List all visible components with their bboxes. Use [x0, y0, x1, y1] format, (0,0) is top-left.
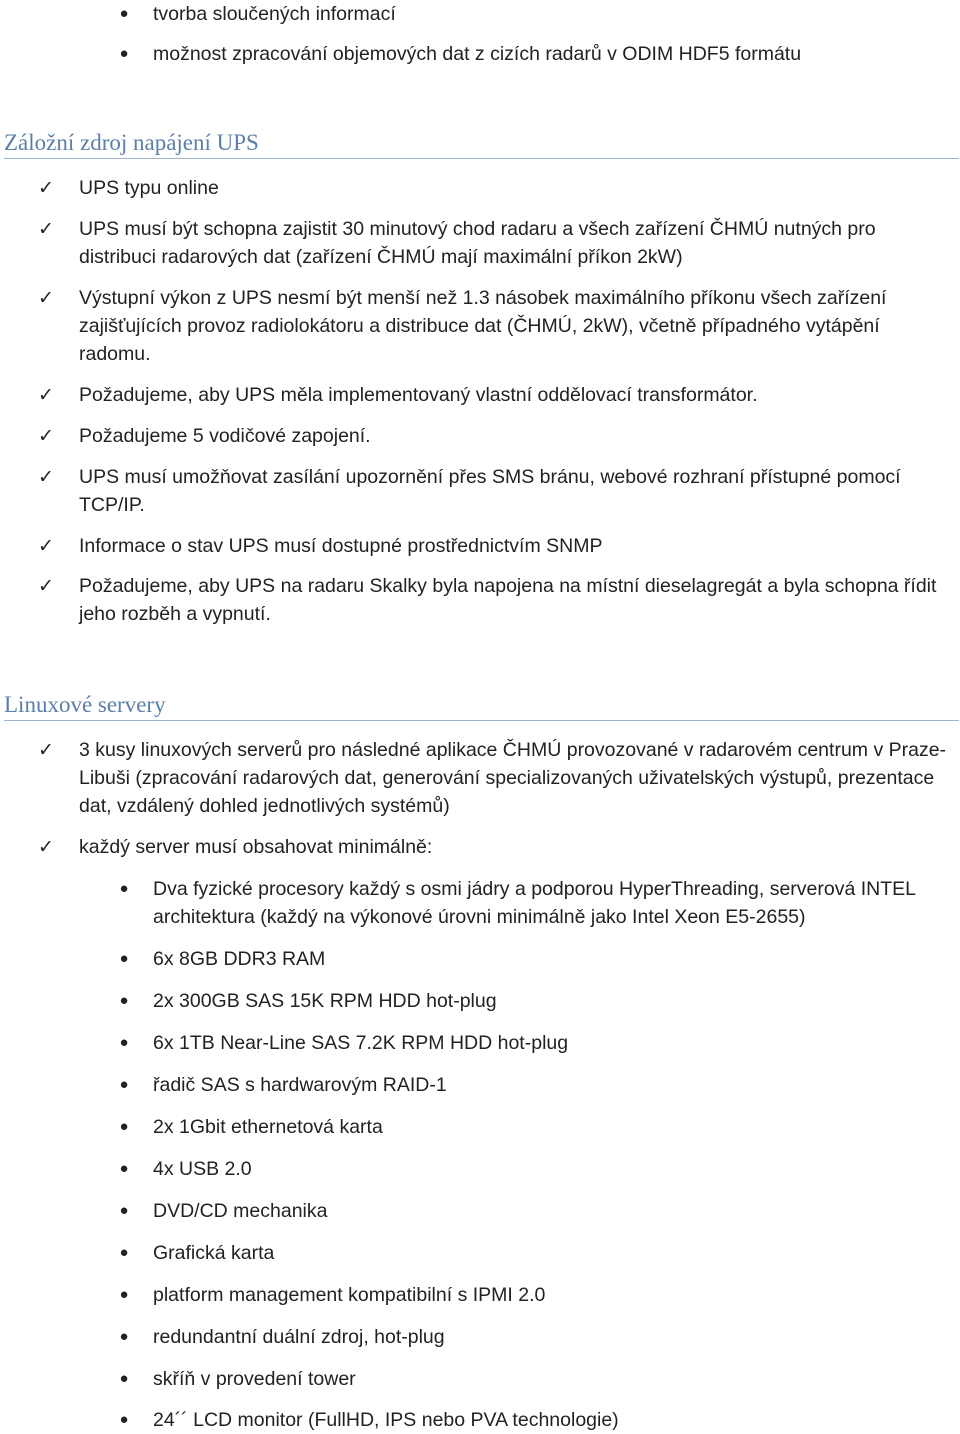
list-item-text: 2x 1Gbit ethernetová karta	[153, 1116, 383, 1138]
bullet-icon: ●	[119, 5, 129, 22]
checkmark-icon: ✓	[38, 218, 54, 240]
list-item-text: skříň v provedení tower	[153, 1368, 356, 1390]
checkmark-icon: ✓	[38, 836, 54, 858]
section-heading-linux: Linuxové servery	[4, 690, 959, 721]
bullet-icon: ●	[119, 1328, 129, 1345]
list-item-text: možnost zpracování objemových dat z cizích radarů v ODIM HDF5 formátu	[153, 43, 802, 65]
list-item-text: tvorba sloučených informací	[153, 3, 396, 25]
bullet-icon: ●	[119, 1286, 129, 1303]
checkmark-icon: ✓	[38, 425, 54, 447]
checklist-item-text: Požadujeme 5 vodičové zapojení.	[79, 425, 371, 447]
bullet-icon: ●	[119, 950, 129, 967]
checkmark-icon: ✓	[38, 384, 54, 406]
bullet-icon: ●	[119, 1076, 129, 1093]
list-item-text: 6x 1TB Near-Line SAS 7.2K RPM HDD hot-plug	[153, 1032, 569, 1054]
checklist-item-text: Požadujeme, aby UPS na radaru Skalky byla napojena na místní dieselagregát a byla schopna řídit jeho rozběh a vypnutí.	[79, 575, 937, 625]
list-item-text: 4x USB 2.0	[153, 1158, 252, 1180]
checklist-item-text: každý server musí obsahovat minimálně:	[79, 836, 433, 858]
bullet-icon: ●	[119, 1034, 129, 1051]
checkmark-icon: ✓	[38, 739, 54, 761]
bullet-icon: ●	[119, 1202, 129, 1219]
bullet-icon: ●	[119, 880, 129, 897]
bullet-icon: ●	[119, 1244, 129, 1261]
list-item-text: Dva fyzické procesory každý s osmi jádry a podporou HyperThreading, serverová INTEL architektura (každý na výkonové úrovni minimálně jako Intel Xeon E5-2655)	[153, 878, 916, 928]
checklist-item-text: UPS musí umožňovat zasílání upozornění přes SMS bránu, webové rozhraní přístupné pomocí TCP/IP.	[79, 466, 901, 516]
bullet-icon: ●	[119, 1411, 129, 1428]
checkmark-icon: ✓	[38, 177, 54, 199]
bullet-icon: ●	[119, 1160, 129, 1177]
list-item-text: 6x 8GB DDR3 RAM	[153, 948, 326, 970]
list-item-text: Grafická karta	[153, 1242, 275, 1264]
checkmark-icon: ✓	[38, 287, 54, 309]
bullet-icon: ●	[119, 992, 129, 1009]
bullet-icon: ●	[119, 1118, 129, 1135]
checklist-item-text: Požadujeme, aby UPS měla implementovaný vlastní oddělovací transformátor.	[79, 384, 758, 406]
checklist-item-text: UPS musí být schopna zajistit 30 minutový chod radaru a všech zařízení ČHMÚ nutných pro distribuci radarových dat (zařízení ČHMÚ mají maximální příkon 2kW)	[79, 218, 876, 268]
section-heading-ups: Záložní zdroj napájení UPS	[4, 128, 959, 159]
checkmark-icon: ✓	[38, 575, 54, 597]
bullet-icon: ●	[119, 45, 129, 62]
checkmark-icon: ✓	[38, 466, 54, 488]
checklist-item-text: Informace o stav UPS musí dostupné prostřednictvím SNMP	[79, 535, 603, 557]
bullet-icon: ●	[119, 1370, 129, 1387]
list-item-text: platform management kompatibilní s IPMI 2.0	[153, 1284, 546, 1306]
checklist-item-text: Výstupní výkon z UPS nesmí být menší než 1.3 násobek maximálního příkonu všech zařízení zajišťujících provoz radiolokátoru a distribuce dat (ČHMÚ, 2kW), včetně případného vytápění radomu.	[79, 287, 887, 365]
checklist-item-text: UPS typu online	[79, 177, 219, 199]
list-item-text: 24´´ LCD monitor (FullHD, IPS nebo PVA technologie)	[153, 1409, 619, 1431]
list-item-text: řadič SAS s hardwarovým RAID-1	[153, 1074, 447, 1096]
checklist-item-text: 3 kusy linuxových serverů pro následné aplikace ČHMÚ provozované v radarovém centrum v Praze-Libuši (zpracování radarových dat, generování specializovaných uživatelských výstupů, prezentace dat, vzdálený dohled jednotlivých systémů)	[79, 739, 947, 817]
checkmark-icon: ✓	[38, 535, 54, 557]
list-item-text: DVD/CD mechanika	[153, 1200, 328, 1222]
list-item-text: redundantní duální zdroj, hot-plug	[153, 1326, 445, 1348]
list-item-text: 2x 300GB SAS 15K RPM HDD hot-plug	[153, 990, 497, 1012]
